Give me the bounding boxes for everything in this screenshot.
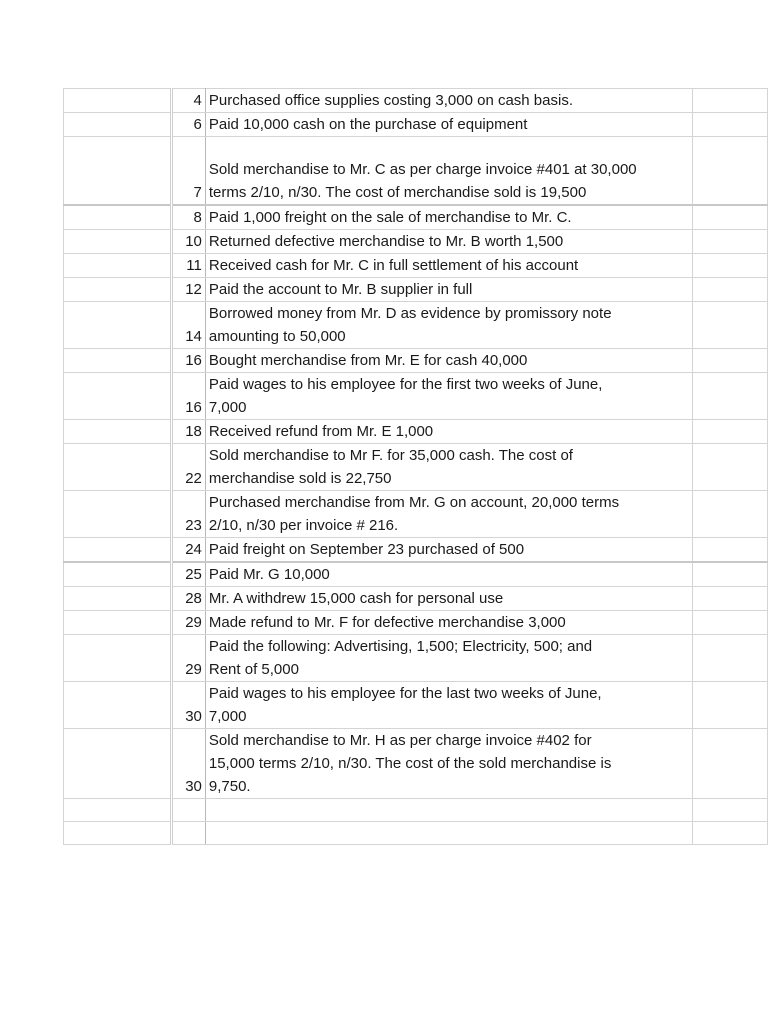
cell-blank [693,562,768,587]
cell-blank [64,537,172,562]
description-cell: Made refund to Mr. F for defective merchandise 3,000 [205,610,692,634]
cell-blank [693,586,768,610]
cell-blank [693,113,768,137]
description-cell: Mr. A withdrew 15,000 cash for personal use [205,586,692,610]
description-cell: Purchased merchandise from Mr. G on account, 20,000 terms 2/10, n/30 per invoice # 216. [205,490,692,537]
day-cell [172,798,206,821]
cell-blank [693,89,768,113]
cell-blank [693,681,768,728]
day-cell: 10 [172,229,206,253]
day-cell: 16 [172,372,206,419]
cell-blank [64,348,172,372]
day-cell: 4 [172,89,206,113]
day-cell: 24 [172,537,206,562]
cell-blank [693,253,768,277]
description-cell: Sold merchandise to Mr. H as per charge invoice #402 for 15,000 terms 2/10, n/30. The cost of the sold merchandise is 9,750. [205,728,692,798]
cell-blank [64,372,172,419]
cell-blank [64,821,172,844]
day-cell: 29 [172,610,206,634]
cell-blank [693,277,768,301]
cell-blank [693,301,768,348]
description-cell: Borrowed money from Mr. D as evidence by promissory note amounting to 50,000 [205,301,692,348]
cell-blank [693,229,768,253]
description-cell [205,798,692,821]
day-cell: 23 [172,490,206,537]
transactions-table [63,88,768,845]
description-cell: Paid wages to his employee for the last two weeks of June, 7,000 [205,681,692,728]
cell-blank [693,372,768,419]
day-cell: 12 [172,277,206,301]
day-cell: 16 [172,348,206,372]
day-cell: 18 [172,419,206,443]
description-cell: Sold merchandise to Mr. C as per charge invoice #401 at 30,000 terms 2/10, n/30. The cost of merchandise sold is 19,500 [205,137,692,205]
cell-blank [64,89,172,113]
day-cell: 28 [172,586,206,610]
day-cell: 29 [172,634,206,681]
description-cell: Paid 1,000 freight on the sale of merchandise to Mr. C. [205,205,692,230]
cell-blank [693,798,768,821]
cell-blank [64,113,172,137]
description-cell: Paid 10,000 cash on the purchase of equipment [205,113,692,137]
cell-blank [64,490,172,537]
cell-blank [693,610,768,634]
cell-blank [64,205,172,230]
description-cell: Received refund from Mr. E 1,000 [205,419,692,443]
description-cell: Paid the account to Mr. B supplier in full [205,277,692,301]
cell-blank [64,610,172,634]
day-cell: 30 [172,681,206,728]
day-cell: 7 [172,137,206,205]
description-cell: Received cash for Mr. C in full settlement of his account [205,253,692,277]
cell-blank [64,681,172,728]
description-cell [205,821,692,844]
cell-blank [693,348,768,372]
cell-blank [64,634,172,681]
cell-blank [64,277,172,301]
day-cell: 11 [172,253,206,277]
day-cell [172,821,206,844]
day-cell: 14 [172,301,206,348]
description-cell: Returned defective merchandise to Mr. B worth 1,500 [205,229,692,253]
day-cell: 22 [172,443,206,490]
cell-blank [693,634,768,681]
cell-blank [693,821,768,844]
cell-blank [693,137,768,205]
cell-blank [64,419,172,443]
cell-blank [64,562,172,587]
cell-blank [64,253,172,277]
description-cell: Paid Mr. G 10,000 [205,562,692,587]
day-cell: 25 [172,562,206,587]
description-cell: Bought merchandise from Mr. E for cash 40,000 [205,348,692,372]
cell-blank [693,490,768,537]
day-cell: 8 [172,205,206,230]
cell-blank [64,586,172,610]
cell-blank [693,205,768,230]
cell-blank [693,537,768,562]
day-cell: 30 [172,728,206,798]
cell-blank [693,443,768,490]
day-cell: 6 [172,113,206,137]
description-cell: Paid freight on September 23 purchased of 500 [205,537,692,562]
cell-blank [64,229,172,253]
description-cell: Paid wages to his employee for the first two weeks of June, 7,000 [205,372,692,419]
cell-blank [64,798,172,821]
description-cell: Purchased office supplies costing 3,000 on cash basis. [205,89,692,113]
description-cell: Sold merchandise to Mr F. for 35,000 cash. The cost of merchandise sold is 22,750 [205,443,692,490]
description-cell: Paid the following: Advertising, 1,500; Electricity, 500; and Rent of 5,000 [205,634,692,681]
cell-blank [64,301,172,348]
cell-blank [693,728,768,798]
cell-blank [64,137,172,205]
cell-blank [693,419,768,443]
cell-blank [64,443,172,490]
cell-blank [64,728,172,798]
